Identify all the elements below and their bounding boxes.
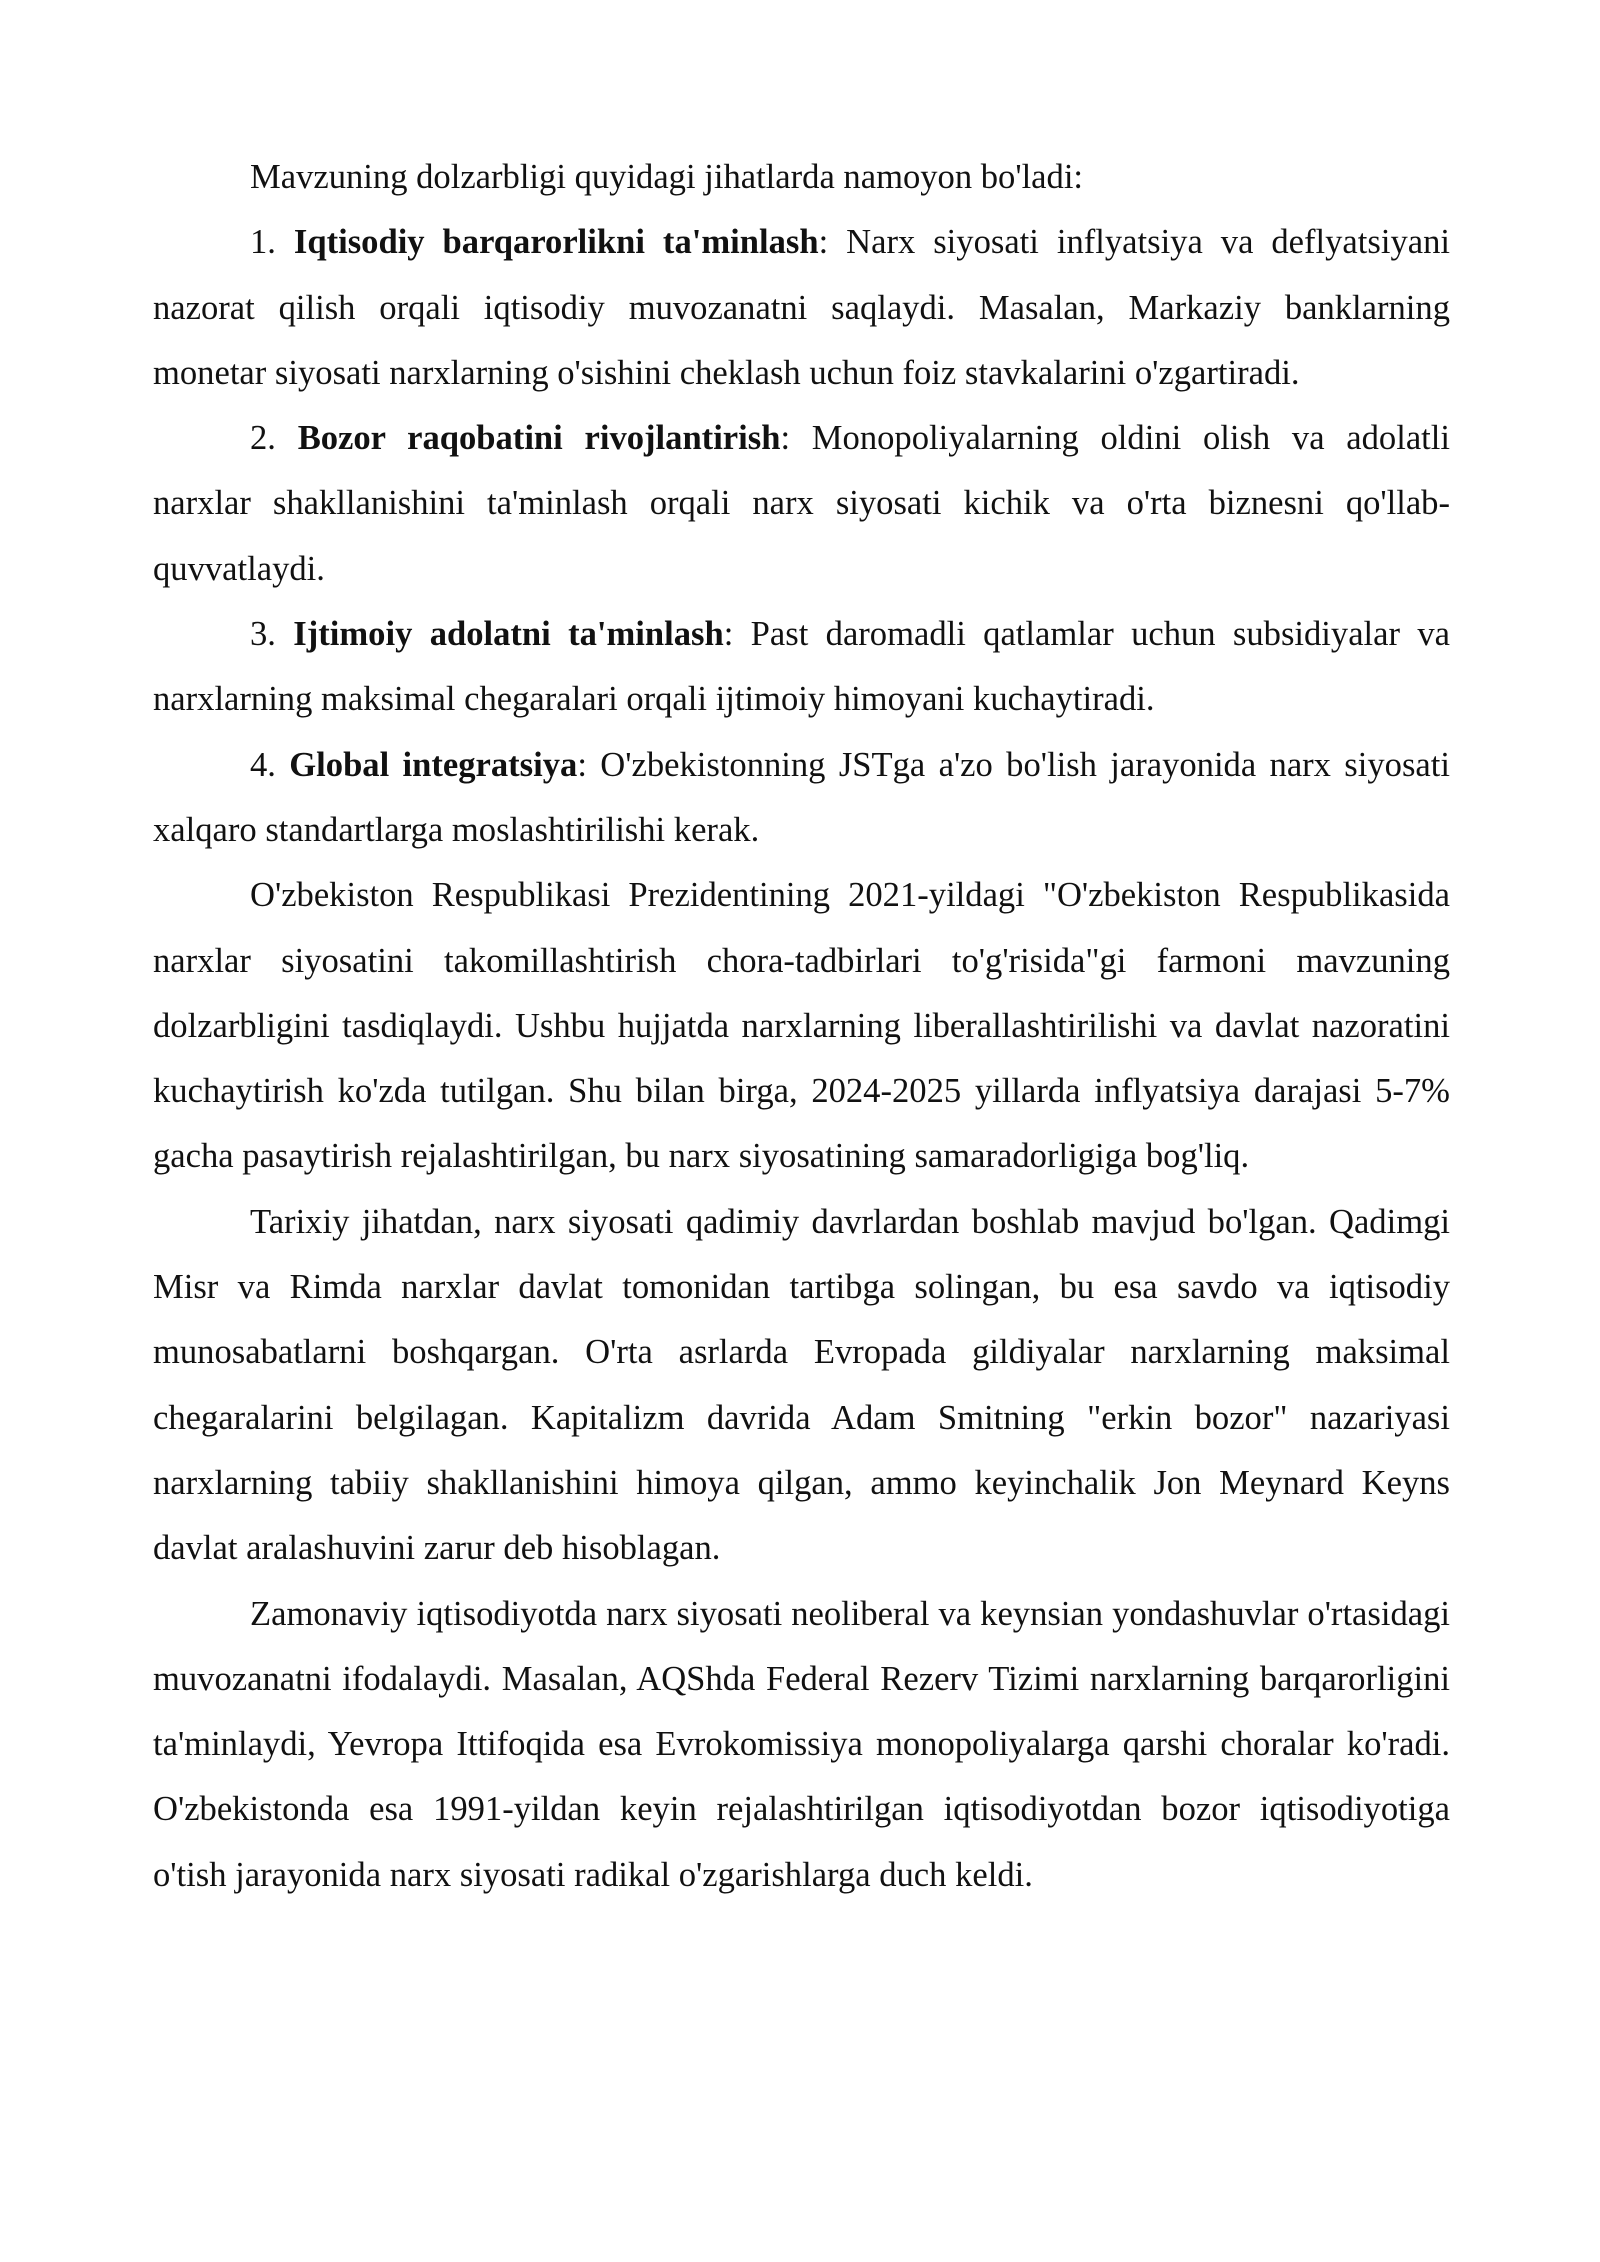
- list-item-3: [153, 602, 1450, 733]
- list-item-4: [153, 733, 1450, 864]
- list-item-number: 1.: [250, 223, 276, 262]
- list-item-1: [153, 210, 1450, 406]
- body-paragraph: Tarixiy jihatdan, narx siyosati qadimiy davrlardan boshlab mavjud bo'lgan. Qadimgi Misr va Rimda narxlar davlat tomonidan tartibga solingan, bu esa savdo va iqtisodiy munosabatlarni boshqargan. O'rta asrlarda Evropada gildiyalar narxlarning maksimal chegaralarini belgilagan. Kapitalizm davrida Adam Smitning "erkin bozor" nazariyasi narxlarning tabiiy shakllanishini himoya qilgan, ammo keyinchalik Jon Meynard Keyns davlat aralashuvini zarur deb hisoblagan.: [153, 1202, 1450, 1568]
- body-paragraph: Zamonaviy iqtisodiyotda narx siyosati neoliberal va keynsian yondashuvlar o'rtasidagi muvozanatni ifodalaydi. Masalan, AQShda Federal Rezerv Tizimi narxlarning barqarorligini ta'minlaydi, Yevropa Ittifoqida esa Evrokomissiya monopoliyalarga qarshi choralar ko'radi. O'zbekistonda esa 1991-yildan keyin rejalashtirilgan iqtisodiyotdan bozor iqtisodiyotiga o'tish jarayonida narx siyosati radikal o'zgarishlarga duch keldi.: [153, 1594, 1450, 1894]
- intro-paragraph: Mavzuning dolzarbligi quyidagi jihatlarda namoyon bo'ladi:: [250, 158, 1084, 196]
- document-page: [153, 145, 1450, 1908]
- list-item-title: Bozor raqobatini rivojlantirish: [297, 419, 781, 458]
- list-item-text: : Narx siyosati inflyatsiya va deflyatsiyani nazorat qilish orqali iqtisodiy muvozanatni saqlaydi. Masalan, Markaziy banklarning monetar siyosati narxlarning o'sishini cheklash uchun foiz stavkalarini o'zgartiradi.: [153, 223, 1450, 392]
- list-item-text: : Monopoliyalarning oldini olish va adolatli narxlar shakllanishini ta'minlash orqali narx siyosati kichik va o'rta biznesni qo'llab-quvvatlaydi.: [153, 419, 1450, 588]
- list-item-title: Global integratsiya: [289, 745, 578, 784]
- list-item-text: : O'zbekistonning JSTga a'zo bo'lish jarayonida narx siyosati xalqaro standartlarga moslashtirilishi kerak.: [153, 745, 1450, 849]
- body-paragraph: O'zbekiston Respublikasi Prezidentining 2021-yildagi "O'zbekiston Respublikasida narxlar siyosatini takomillashtirish chora-tadbirlari to'g'risida"gi farmoni mavzuning dolzarbligini tasdiqlaydi. Ushbu hujjatda narxlarning liberallashtirilishi va davlat nazoratini kuchaytirish ko'zda tutilgan. Shu bilan birga, 2024-2025 yillarda inflyatsiya darajasi 5-7% gacha pasaytirish rejalashtirilgan, bu narx siyosatining samaradorligiga bog'liq.: [153, 876, 1450, 1176]
- list-item-number: 3.: [250, 615, 276, 654]
- list-item-title: Ijtimoiy adolatni ta'minlash: [293, 615, 724, 654]
- list-item-text: : Past daromadli qatlamlar uchun subsidiyalar va narxlarning maksimal chegaralari orqali ijtimoiy himoyani kuchaytiradi.: [153, 615, 1450, 719]
- list-item-number: 2.: [250, 419, 276, 458]
- list-item-title: Iqtisodiy barqarorlikni ta'minlash: [293, 223, 819, 262]
- list-item-number: 4.: [250, 745, 276, 784]
- list-item-2: [153, 406, 1450, 602]
